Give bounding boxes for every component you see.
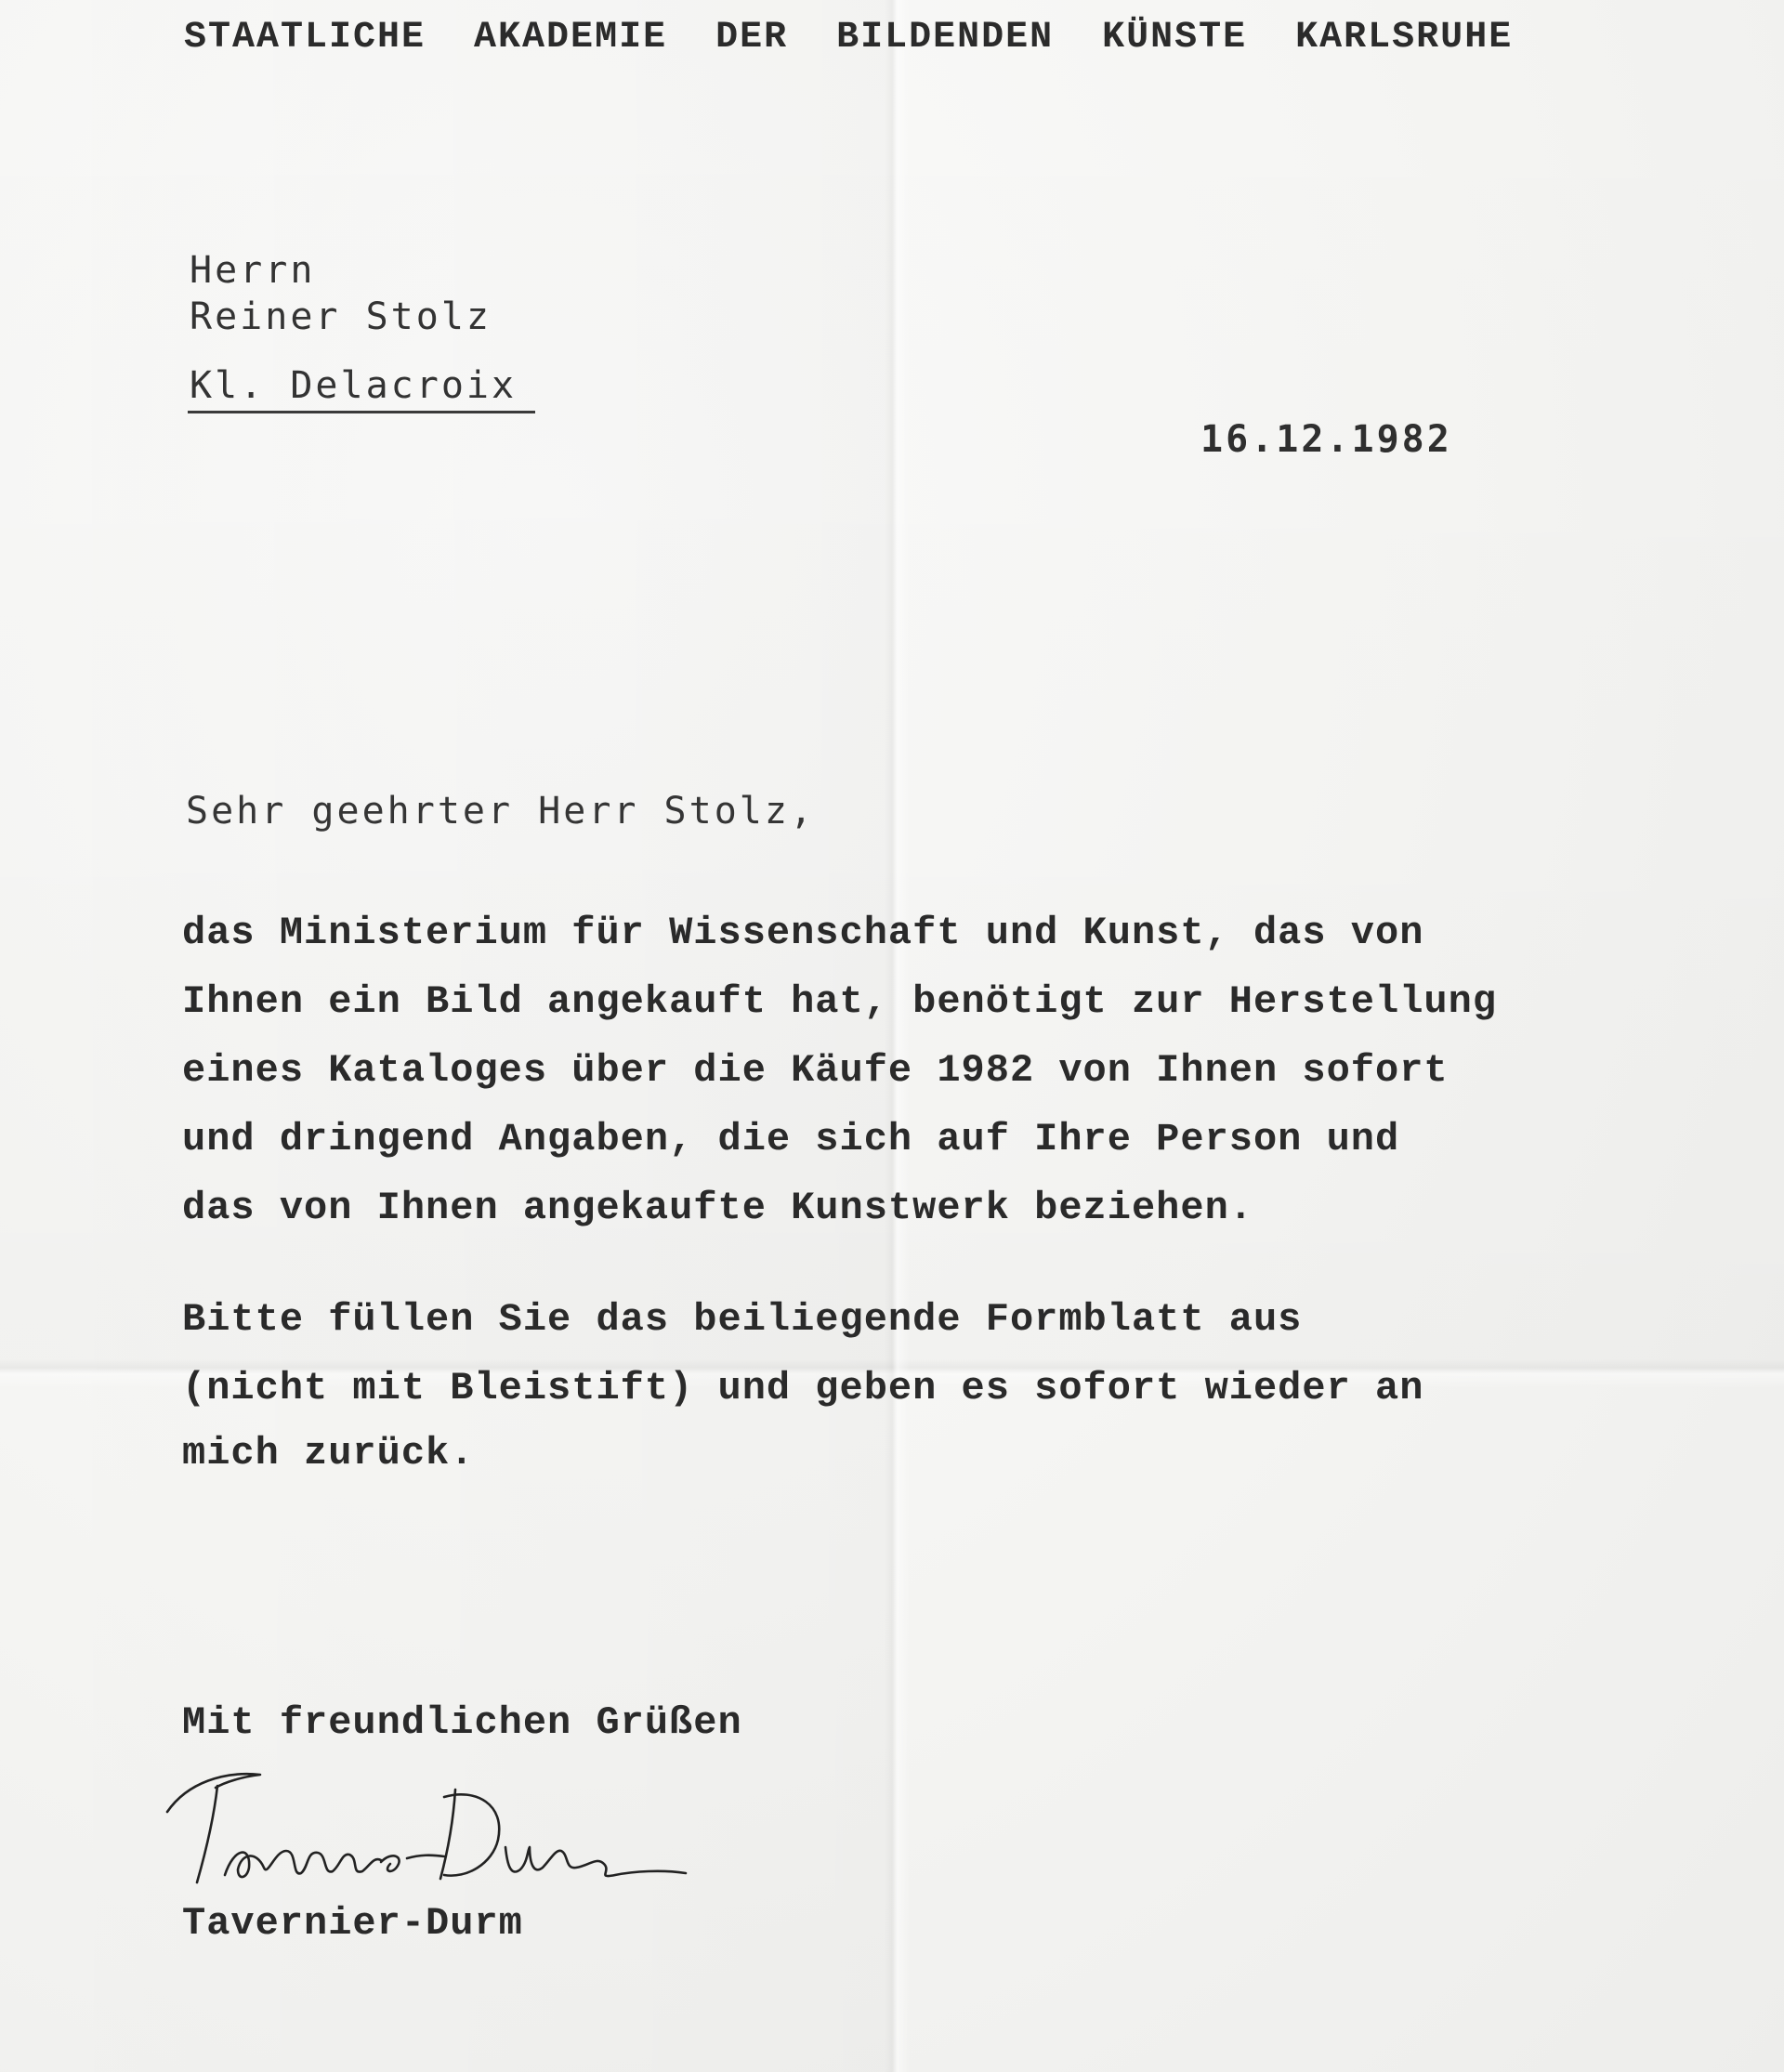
body-line: mich zurück.	[182, 1431, 475, 1475]
body-line: (nicht mit Bleistift) und geben es sofort wieder an	[182, 1366, 1424, 1410]
body-line: Ihnen ein Bild angekauft hat, benötigt zur Herstellung	[182, 979, 1498, 1024]
letter-date: 16.12.1982	[1200, 418, 1452, 461]
body-line: das von Ihnen angekaufte Kunstwerk beziehen.	[182, 1186, 1253, 1230]
recipient-class: Kl. Delacroix	[190, 364, 518, 407]
body-line: eines Kataloges über die Käufe 1982 von Ihnen sofort	[182, 1048, 1449, 1093]
recipient-underline	[188, 411, 535, 413]
letterhead: STAATLICHE AKADEMIE DER BILDENDEN KÜNSTE KARLSRUHE	[184, 17, 1514, 59]
body-line: das Ministerium für Wissenschaft und Kunst, das von	[182, 911, 1424, 955]
closing: Mit freundlichen Grüßen	[182, 1700, 742, 1745]
recipient-name: Reiner Stolz	[190, 295, 492, 338]
recipient-salutation: Herrn	[190, 249, 316, 292]
body-line: Bitte füllen Sie das beiliegende Formblatt aus	[182, 1297, 1303, 1342]
greeting: Sehr geehrter Herr Stolz,	[186, 790, 816, 833]
body-line: und dringend Angaben, die sich auf Ihre Person und	[182, 1117, 1400, 1161]
handwritten-signature	[160, 1754, 699, 1903]
signatory-name: Tavernier-Durm	[182, 1901, 523, 1946]
